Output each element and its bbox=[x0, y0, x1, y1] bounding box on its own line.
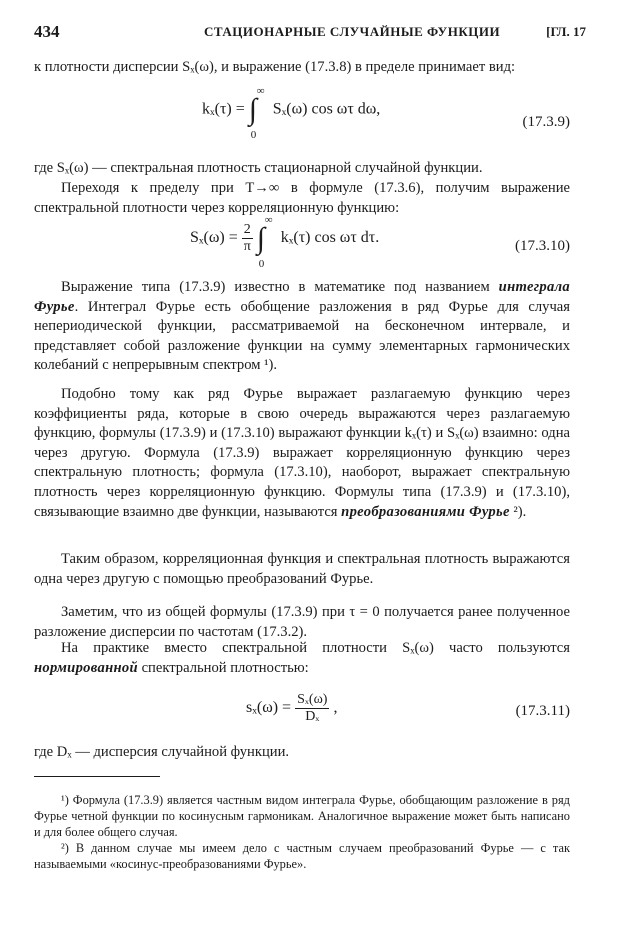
fraction-denominator: Dₓ bbox=[305, 709, 320, 724]
formula-lhs: sₓ(ω) = bbox=[246, 699, 292, 717]
upper-limit: ∞ bbox=[256, 85, 265, 97]
formula-lhs: Sₓ(ω) = bbox=[190, 229, 238, 247]
equation-number: (17.3.11) bbox=[515, 703, 570, 719]
integrand: kₓ(τ) cos ωτ dτ. bbox=[280, 229, 380, 247]
note-paragraph: Заметим, что из общей формулы (17.3.9) при τ = 0 получается ранее полученное разложение дисперсии по частотам (17.3.2). bbox=[34, 604, 570, 640]
running-header bbox=[34, 22, 586, 44]
formula-lhs: kₓ(τ) = bbox=[202, 100, 245, 118]
integral-sign: ∫ ∞ 0 bbox=[248, 85, 265, 141]
coefficient-fraction bbox=[242, 222, 253, 255]
lower-limit: 0 bbox=[250, 129, 257, 141]
footnotes bbox=[34, 792, 570, 872]
footnote-2: ²) В данном случае мы имеем дело с частным случаем преобразований Фурье — с так называемыми «косинус-преобразованиями Фурье». bbox=[34, 841, 570, 871]
running-title: СТАЦИОНАРНЫЕ СЛУЧАЙНЫЕ ФУНКЦИИ bbox=[204, 24, 501, 39]
fourier-integral-paragraph: Выражение типа (17.3.9) известно в математике под названием интеграла Фурье. Интеграл Фурье есть обобщение разложения в ряд Фурье для случая непериодической функции, рассматриваемой на бесконечном интервале, и представляет собой разложение функции на сумму элементарных гармонических колебаний с непрерывным спектром ¹). bbox=[34, 279, 570, 374]
fraction-denominator: π bbox=[243, 239, 251, 254]
spectral-density-definition: где Sₓ(ω) — спектральная плотность стационарной случайной функции. bbox=[34, 160, 483, 176]
lower-limit: 0 bbox=[258, 257, 265, 270]
formula-17-3-10 bbox=[190, 213, 380, 270]
term-normalized: нормированной bbox=[34, 659, 138, 676]
intro-paragraph: к плотности дисперсии Sₓ(ω), и выражение (17.3.8) в пределе принимает вид: bbox=[34, 59, 516, 75]
equation-number: (17.3.10) bbox=[515, 238, 570, 254]
page-number: 434 bbox=[34, 22, 60, 41]
normalization-fraction bbox=[295, 692, 329, 725]
integrand: Sₓ(ω) cos ωτ dω, bbox=[272, 100, 381, 118]
term-fourier-transforms: преобразованиями Фурье bbox=[341, 503, 510, 520]
fourier-transform-paragraph: Подобно тому как ряд Фурье выражает разлагаемую функцию через коэффициенты ряда, которые в свою очередь выражаются через разлагаемую функцию, формулы (17.3.9) и (17.3.10) выражают функции kₓ(τ) и Sₓ(ω) взаимно: одна через другую. Формула (17.3.9) выражает корреляционную функцию через спектральную плотность; формула (17.3.10), наоборот, выражает спектральную плотность через корреляционную функцию. Формулы типа (17.3.9) и (17.3.10), связывающие взаимно две функции, называются преобразованиями Фурье ²). bbox=[34, 386, 570, 520]
footnote-separator bbox=[34, 776, 160, 777]
chapter-label: [ГЛ. 17 bbox=[546, 24, 586, 39]
integral-sign: ∫ ∞ 0 bbox=[256, 213, 273, 270]
summary-paragraph: Таким образом, корреляционная функция и спектральная плотность выражаются одна через другую с помощью преобразований Фурье. bbox=[34, 551, 570, 587]
fraction-numerator: 2 bbox=[243, 222, 251, 237]
footnote-1: ¹) Формула (17.3.9) является частным видом интеграла Фурье, обобщающим разложение в ряд Фурье четной функции по косинусным гармоникам. Аналогичное выражение может быть написано и для более общего случая. bbox=[34, 793, 570, 839]
practice-paragraph: На практике вместо спектральной плотности Sₓ(ω) часто пользуются нормированной спектральной плотностью: bbox=[34, 640, 570, 676]
upper-limit: ∞ bbox=[264, 213, 273, 226]
equation-number: (17.3.9) bbox=[522, 114, 570, 130]
transition-paragraph: Переходя к пределу при T→∞ в формуле (17.3.6), получим выражение спектральной плотности через корреляционную функцию: bbox=[34, 180, 570, 216]
formula-17-3-11: sₓ(ω) = $\frac{\text{Sₓ(ω)}}{\text{Dₓ}}$ , bbox=[246, 692, 338, 724]
term-fourier-integral: интеграла Фурье bbox=[34, 279, 570, 315]
variance-definition: где Dₓ — дисперсия случайной функции. bbox=[34, 744, 290, 760]
formula-17-3-9 bbox=[202, 85, 381, 141]
fraction-numerator: Sₓ(ω) bbox=[297, 692, 328, 707]
